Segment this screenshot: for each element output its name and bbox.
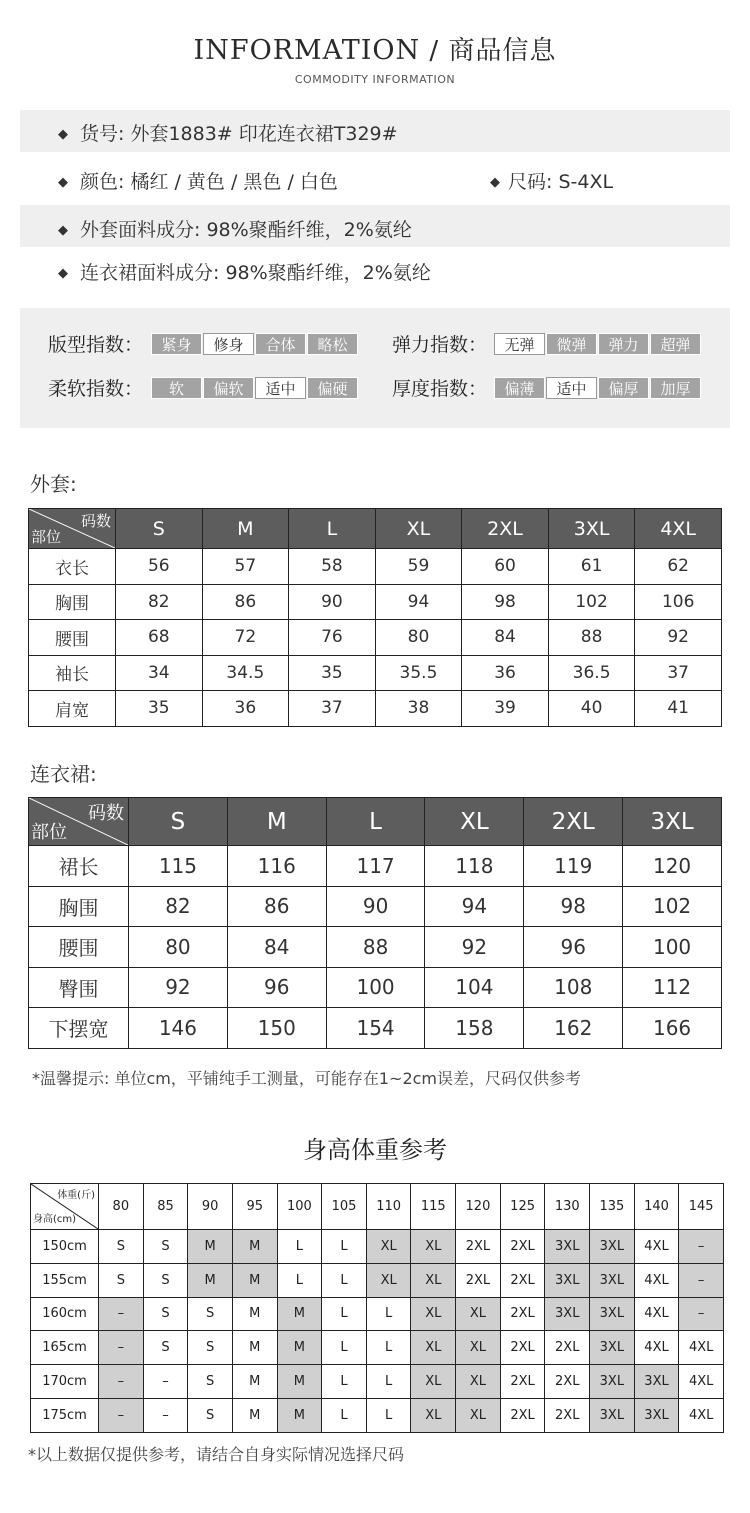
size-cell: S bbox=[143, 1263, 188, 1297]
size-cell: M bbox=[188, 1263, 233, 1297]
size-cell: M bbox=[277, 1365, 322, 1399]
coat-fabric bbox=[58, 215, 412, 242]
table-cell: 57 bbox=[202, 549, 289, 585]
coat-size-header: 2XL bbox=[462, 509, 549, 549]
bullet-icon: ◆ bbox=[58, 266, 68, 281]
size-cell: S bbox=[188, 1365, 233, 1399]
dress-size-header: XL bbox=[425, 798, 524, 846]
table-cell: 118 bbox=[425, 846, 524, 887]
dress-fabric-text: 连衣裙面料成分: 98%聚酯纤维，2%氨纶 bbox=[80, 262, 431, 284]
index-chip-stretch-3: 超弹 bbox=[650, 333, 701, 355]
size-cell: 4XL bbox=[634, 1230, 679, 1264]
dress-size-header: 2XL bbox=[524, 798, 623, 846]
measurement-note: *温馨提示: 单位cm，平铺纯手工测量，可能存在1~2cm误差，尺码仅供参考 bbox=[32, 1069, 582, 1088]
size-cell: 4XL bbox=[679, 1365, 724, 1399]
table-cell: 92 bbox=[635, 620, 722, 656]
coat-size-header: 4XL bbox=[635, 509, 722, 549]
row-label: 胸围 bbox=[29, 584, 116, 620]
row-label: 下摆宽 bbox=[29, 1008, 129, 1049]
size-cell: – bbox=[679, 1230, 724, 1264]
coat-title: 外套: bbox=[30, 472, 77, 496]
page-subtitle: COMMODITY INFORMATION bbox=[294, 73, 456, 86]
table-cell: 94 bbox=[425, 886, 524, 927]
title-separator: / bbox=[420, 36, 449, 66]
weight-header: 125 bbox=[500, 1184, 545, 1230]
size-cell: M bbox=[232, 1398, 277, 1432]
size-cell: 2XL bbox=[545, 1365, 590, 1399]
size-cell: L bbox=[277, 1230, 322, 1264]
height-label: 155cm bbox=[31, 1263, 99, 1297]
size-cell: XL bbox=[456, 1398, 501, 1432]
index-chip-soft-3: 偏硬 bbox=[307, 377, 358, 399]
size-cell: 4XL bbox=[634, 1297, 679, 1331]
row-label: 腰围 bbox=[29, 620, 116, 656]
coat-size-header: M bbox=[202, 509, 289, 549]
index-chip-stretch-1: 微弹 bbox=[546, 333, 597, 355]
weight-header: 120 bbox=[456, 1184, 501, 1230]
size-cell: 4XL bbox=[634, 1263, 679, 1297]
table-cell: 80 bbox=[129, 927, 228, 968]
dress-size-table bbox=[28, 797, 722, 1049]
table-row bbox=[31, 1297, 724, 1331]
table-cell: 35.5 bbox=[375, 655, 462, 691]
coat-header-row bbox=[29, 509, 722, 549]
title-en: INFORMATION bbox=[193, 35, 421, 66]
table-row bbox=[29, 655, 722, 691]
size-text: 尺码: S-4XL bbox=[508, 171, 614, 193]
table-row bbox=[29, 967, 722, 1008]
height-label: 170cm bbox=[31, 1365, 99, 1399]
table-cell: 84 bbox=[462, 620, 549, 656]
size-cell: XL bbox=[366, 1230, 411, 1264]
footer-note: *以上数据仅提供参考，请结合自身实际情况选择尺码 bbox=[28, 1445, 405, 1464]
size-cell: 2XL bbox=[456, 1230, 501, 1264]
table-cell: 146 bbox=[129, 1008, 228, 1049]
size-cell: M bbox=[232, 1263, 277, 1297]
size-cell: L bbox=[366, 1331, 411, 1365]
size-cell: S bbox=[99, 1263, 144, 1297]
table-cell: 36 bbox=[462, 655, 549, 691]
table-row bbox=[29, 927, 722, 968]
table-cell: 41 bbox=[635, 691, 722, 727]
index-chip-fit-2: 合体 bbox=[255, 333, 306, 355]
reference-title: 身高体重参考 bbox=[303, 1136, 447, 1164]
index-chip-stretch-2: 弹力 bbox=[598, 333, 649, 355]
table-row bbox=[29, 1008, 722, 1049]
size-cell: 2XL bbox=[545, 1331, 590, 1365]
ref-header-row bbox=[31, 1184, 724, 1230]
size-cell: – bbox=[99, 1398, 144, 1432]
table-cell: 38 bbox=[375, 691, 462, 727]
table-cell: 120 bbox=[623, 846, 722, 887]
size-cell: L bbox=[366, 1297, 411, 1331]
height-label: 175cm bbox=[31, 1398, 99, 1432]
size-cell: – bbox=[99, 1297, 144, 1331]
table-cell: 60 bbox=[462, 549, 549, 585]
index-chip-thick-3: 加厚 bbox=[650, 377, 701, 399]
row-label: 裙长 bbox=[29, 846, 129, 887]
table-cell: 62 bbox=[635, 549, 722, 585]
coat-size-table bbox=[28, 508, 722, 727]
index-chip-fit-3: 略松 bbox=[307, 333, 358, 355]
weight-header: 130 bbox=[545, 1184, 590, 1230]
index-label-fit: 版型指数： bbox=[48, 334, 144, 356]
dress-size-header: L bbox=[326, 798, 425, 846]
size-cell: – bbox=[99, 1365, 144, 1399]
table-cell: 39 bbox=[462, 691, 549, 727]
size-cell: 4XL bbox=[634, 1331, 679, 1365]
bullet-icon: ◆ bbox=[58, 127, 68, 142]
dress-fabric bbox=[58, 258, 431, 285]
index-chip-fit-0: 紧身 bbox=[151, 333, 202, 355]
row-label: 衣长 bbox=[29, 549, 116, 585]
color-text: 颜色: 橘红 / 黄色 / 黑色 / 白色 bbox=[80, 171, 338, 193]
size-cell: M bbox=[277, 1297, 322, 1331]
table-cell: 117 bbox=[326, 846, 425, 887]
size-cell: M bbox=[232, 1331, 277, 1365]
size-cell: S bbox=[143, 1230, 188, 1264]
table-cell: 72 bbox=[202, 620, 289, 656]
coat-fabric-text: 外套面料成分: 98%聚酯纤维，2%氨纶 bbox=[80, 219, 412, 241]
ref-corner-cell bbox=[31, 1184, 99, 1230]
table-cell: 36.5 bbox=[548, 655, 635, 691]
table-row bbox=[29, 620, 722, 656]
corner-top-label: 体重(斤) bbox=[57, 1190, 95, 1201]
size-cell: 2XL bbox=[500, 1398, 545, 1432]
weight-header: 115 bbox=[411, 1184, 456, 1230]
size-cell: 4XL bbox=[679, 1331, 724, 1365]
index-chip-soft-1: 偏软 bbox=[203, 377, 254, 399]
index-chip-thick-1: 适中 bbox=[546, 377, 597, 399]
row-label: 袖长 bbox=[29, 655, 116, 691]
table-cell: 90 bbox=[326, 886, 425, 927]
size-cell: L bbox=[366, 1365, 411, 1399]
weight-header: 85 bbox=[143, 1184, 188, 1230]
bullet-icon: ◆ bbox=[490, 175, 500, 190]
index-chip-thick-2: 偏厚 bbox=[598, 377, 649, 399]
dress-title: 连衣裙: bbox=[30, 762, 97, 786]
size-cell: 3XL bbox=[590, 1263, 635, 1297]
table-cell: 35 bbox=[289, 655, 376, 691]
row-label: 胸围 bbox=[29, 886, 129, 927]
size-cell: 3XL bbox=[590, 1365, 635, 1399]
table-cell: 86 bbox=[202, 584, 289, 620]
weight-header: 110 bbox=[366, 1184, 411, 1230]
coat-size-header: 3XL bbox=[548, 509, 635, 549]
size-cell: M bbox=[232, 1230, 277, 1264]
size-cell: – bbox=[99, 1331, 144, 1365]
item-number-text: 货号: 外套1883# 印花连衣裙T329# bbox=[80, 123, 398, 145]
size-cell: XL bbox=[411, 1263, 456, 1297]
size-cell: S bbox=[188, 1398, 233, 1432]
weight-header: 100 bbox=[277, 1184, 322, 1230]
index-chip-stretch-0: 无弹 bbox=[494, 333, 545, 355]
size-cell: 3XL bbox=[545, 1263, 590, 1297]
height-label: 165cm bbox=[31, 1331, 99, 1365]
table-cell: 61 bbox=[548, 549, 635, 585]
page-title bbox=[0, 30, 750, 67]
table-cell: 162 bbox=[524, 1008, 623, 1049]
size-cell: 2XL bbox=[456, 1263, 501, 1297]
weight-header: 95 bbox=[232, 1184, 277, 1230]
size-cell: – bbox=[679, 1263, 724, 1297]
table-cell: 90 bbox=[289, 584, 376, 620]
size-cell: XL bbox=[411, 1365, 456, 1399]
table-row bbox=[29, 886, 722, 927]
size-cell: XL bbox=[411, 1398, 456, 1432]
table-cell: 96 bbox=[524, 927, 623, 968]
header bbox=[0, 30, 750, 86]
table-cell: 56 bbox=[116, 549, 203, 585]
index-chip-soft-2: 适中 bbox=[255, 377, 306, 399]
row-label: 臀围 bbox=[29, 967, 129, 1008]
index-label-soft: 柔软指数： bbox=[48, 378, 144, 400]
table-cell: 34 bbox=[116, 655, 203, 691]
dress-size-header: S bbox=[129, 798, 228, 846]
size-cell: S bbox=[99, 1230, 144, 1264]
dress-header-row bbox=[29, 798, 722, 846]
size-cell: 3XL bbox=[545, 1230, 590, 1264]
size-cell: 2XL bbox=[500, 1297, 545, 1331]
size-cell: 3XL bbox=[590, 1331, 635, 1365]
size-cell: S bbox=[143, 1331, 188, 1365]
table-cell: 34.5 bbox=[202, 655, 289, 691]
table-row bbox=[31, 1230, 724, 1264]
table-row bbox=[29, 549, 722, 585]
table-row bbox=[31, 1331, 724, 1365]
table-cell: 86 bbox=[227, 886, 326, 927]
table-row bbox=[31, 1365, 724, 1399]
coat-size-header: XL bbox=[375, 509, 462, 549]
weight-header: 140 bbox=[634, 1184, 679, 1230]
ref-table-body bbox=[31, 1230, 724, 1433]
size-cell: M bbox=[277, 1398, 322, 1432]
dress-table-body bbox=[29, 846, 722, 1049]
table-cell: 108 bbox=[524, 967, 623, 1008]
size-cell: XL bbox=[411, 1331, 456, 1365]
table-cell: 104 bbox=[425, 967, 524, 1008]
size-cell: L bbox=[322, 1263, 367, 1297]
size-cell: M bbox=[232, 1297, 277, 1331]
size-cell: 2XL bbox=[500, 1230, 545, 1264]
table-cell: 158 bbox=[425, 1008, 524, 1049]
row-label: 腰围 bbox=[29, 927, 129, 968]
size-cell: M bbox=[277, 1331, 322, 1365]
table-cell: 154 bbox=[326, 1008, 425, 1049]
size-cell: S bbox=[143, 1297, 188, 1331]
size-cell: L bbox=[322, 1331, 367, 1365]
size-cell: 2XL bbox=[500, 1365, 545, 1399]
corner-bottom-label: 部位 bbox=[31, 528, 62, 546]
corner-bottom-label: 部位 bbox=[31, 822, 67, 843]
table-cell: 68 bbox=[116, 620, 203, 656]
table-cell: 96 bbox=[227, 967, 326, 1008]
size-cell: XL bbox=[456, 1365, 501, 1399]
height-label: 160cm bbox=[31, 1297, 99, 1331]
corner-top-label: 码数 bbox=[88, 803, 124, 824]
coat-size-header: L bbox=[289, 509, 376, 549]
table-cell: 115 bbox=[129, 846, 228, 887]
table-cell: 82 bbox=[116, 584, 203, 620]
table-cell: 102 bbox=[548, 584, 635, 620]
item-number bbox=[58, 119, 398, 146]
size-cell: L bbox=[277, 1263, 322, 1297]
coat-size-header: S bbox=[116, 509, 203, 549]
size-cell: 3XL bbox=[634, 1398, 679, 1432]
table-cell: 37 bbox=[289, 691, 376, 727]
size-cell: L bbox=[322, 1297, 367, 1331]
size-cell: XL bbox=[411, 1230, 456, 1264]
index-label-thick: 厚度指数： bbox=[392, 378, 488, 400]
size-cell: – bbox=[143, 1398, 188, 1432]
row-label: 肩宽 bbox=[29, 691, 116, 727]
index-chip-fit-1: 修身 bbox=[203, 333, 254, 355]
size-cell: S bbox=[188, 1331, 233, 1365]
size-cell: – bbox=[143, 1365, 188, 1399]
table-cell: 35 bbox=[116, 691, 203, 727]
dress-size-header: M bbox=[227, 798, 326, 846]
title-cn: 商品信息 bbox=[448, 36, 557, 66]
weight-header: 80 bbox=[99, 1184, 144, 1230]
bullet-icon: ◆ bbox=[58, 223, 68, 238]
size-cell: L bbox=[322, 1230, 367, 1264]
weight-header: 105 bbox=[322, 1184, 367, 1230]
table-row bbox=[31, 1398, 724, 1432]
size-cell: XL bbox=[366, 1263, 411, 1297]
index-chip-soft-0: 软 bbox=[151, 377, 202, 399]
table-cell: 92 bbox=[129, 967, 228, 1008]
table-cell: 36 bbox=[202, 691, 289, 727]
index-label-stretch: 弹力指数： bbox=[392, 334, 488, 356]
table-cell: 100 bbox=[326, 967, 425, 1008]
table-cell: 84 bbox=[227, 927, 326, 968]
table-cell: 59 bbox=[375, 549, 462, 585]
size-cell: 3XL bbox=[590, 1297, 635, 1331]
table-cell: 98 bbox=[462, 584, 549, 620]
size-cell: XL bbox=[411, 1297, 456, 1331]
weight-header: 135 bbox=[590, 1184, 635, 1230]
table-cell: 80 bbox=[375, 620, 462, 656]
color-info bbox=[58, 167, 338, 194]
height-label: 150cm bbox=[31, 1230, 99, 1264]
table-row bbox=[29, 584, 722, 620]
table-cell: 100 bbox=[623, 927, 722, 968]
size-cell: S bbox=[188, 1297, 233, 1331]
size-cell: 3XL bbox=[545, 1297, 590, 1331]
corner-top-label: 码数 bbox=[80, 512, 111, 530]
table-cell: 166 bbox=[623, 1008, 722, 1049]
index-panel bbox=[20, 308, 730, 428]
height-weight-table bbox=[30, 1183, 724, 1433]
corner-bottom-label: 身高(cm) bbox=[33, 1214, 77, 1225]
table-cell: 88 bbox=[548, 620, 635, 656]
table-row bbox=[31, 1263, 724, 1297]
size-cell: XL bbox=[456, 1331, 501, 1365]
table-cell: 92 bbox=[425, 927, 524, 968]
size-cell: L bbox=[322, 1398, 367, 1432]
size-cell: XL bbox=[456, 1297, 501, 1331]
size-cell: 2XL bbox=[500, 1331, 545, 1365]
coat-corner-cell bbox=[29, 509, 116, 549]
table-cell: 150 bbox=[227, 1008, 326, 1049]
table-cell: 37 bbox=[635, 655, 722, 691]
size-cell: 2XL bbox=[545, 1398, 590, 1432]
table-cell: 58 bbox=[289, 549, 376, 585]
table-row bbox=[29, 691, 722, 727]
size-cell: 3XL bbox=[590, 1398, 635, 1432]
size-cell: M bbox=[232, 1365, 277, 1399]
size-cell: M bbox=[188, 1230, 233, 1264]
table-row bbox=[29, 846, 722, 887]
table-cell: 76 bbox=[289, 620, 376, 656]
table-cell: 106 bbox=[635, 584, 722, 620]
size-cell: 3XL bbox=[634, 1365, 679, 1399]
weight-header: 90 bbox=[188, 1184, 233, 1230]
table-cell: 98 bbox=[524, 886, 623, 927]
weight-header: 145 bbox=[679, 1184, 724, 1230]
size-info bbox=[490, 167, 613, 194]
table-cell: 119 bbox=[524, 846, 623, 887]
table-cell: 112 bbox=[623, 967, 722, 1008]
table-cell: 94 bbox=[375, 584, 462, 620]
bullet-icon: ◆ bbox=[58, 175, 68, 190]
size-cell: L bbox=[366, 1398, 411, 1432]
size-cell: 3XL bbox=[590, 1230, 635, 1264]
size-cell: 4XL bbox=[679, 1398, 724, 1432]
size-cell: L bbox=[322, 1365, 367, 1399]
coat-table-body bbox=[29, 549, 722, 727]
table-cell: 102 bbox=[623, 886, 722, 927]
table-cell: 82 bbox=[129, 886, 228, 927]
table-cell: 88 bbox=[326, 927, 425, 968]
index-chip-thick-0: 偏薄 bbox=[494, 377, 545, 399]
table-cell: 40 bbox=[548, 691, 635, 727]
table-cell: 116 bbox=[227, 846, 326, 887]
dress-corner-cell bbox=[29, 798, 129, 846]
dress-size-header: 3XL bbox=[623, 798, 722, 846]
size-cell: 2XL bbox=[500, 1263, 545, 1297]
size-cell: – bbox=[679, 1297, 724, 1331]
